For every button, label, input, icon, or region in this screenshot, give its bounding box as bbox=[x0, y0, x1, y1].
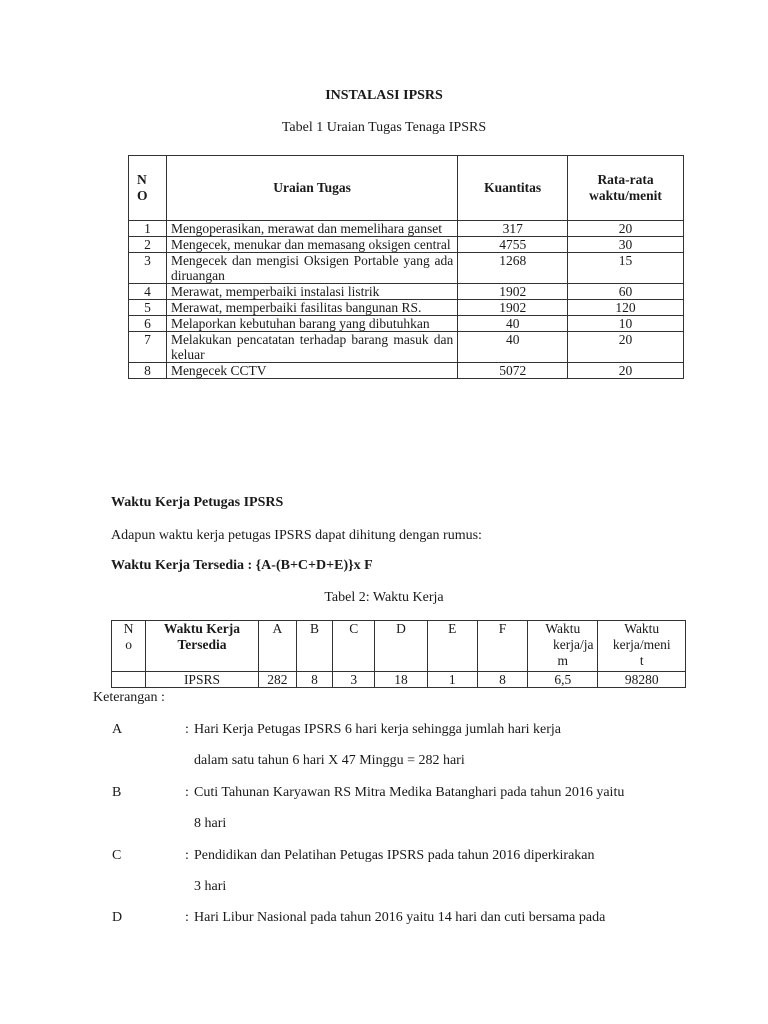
col-uraian-header: Uraian Tugas bbox=[166, 156, 457, 221]
col-wkt-header: Waktu Kerja Tersedia bbox=[146, 621, 259, 672]
col-kuantitas-header: Kuantitas bbox=[458, 156, 568, 221]
col-jam-header: Waktu kerja/ja m bbox=[528, 621, 598, 672]
table-row: 2 Mengecek, menukar dan memasang oksigen central 4755 30 bbox=[129, 237, 684, 253]
col-d-header: D bbox=[375, 621, 427, 672]
col-no-header: N o bbox=[112, 621, 146, 672]
table-header-row bbox=[112, 621, 686, 672]
table-row: 7 Melakukan pencatatan terhadap barang masuk dan keluar 40 20 bbox=[129, 332, 684, 363]
col-menit-header: Waktu kerja/meni t bbox=[598, 621, 686, 672]
table-row: IPSRS 282 8 3 18 1 8 6,5 98280 bbox=[112, 672, 686, 688]
table-row: 1 Mengoperasikan, merawat dan memelihara ganset 317 20 bbox=[129, 221, 684, 237]
task-table bbox=[128, 155, 684, 379]
table-row: 4 Merawat, memperbaiki instalasi listrik 1902 60 bbox=[129, 284, 684, 300]
table-row: 8 Mengecek CCTV 5072 20 bbox=[129, 363, 684, 379]
intro-text: Adapun waktu kerja petugas IPSRS dapat dihitung dengan rumus: bbox=[111, 528, 482, 543]
section-heading: Waktu Kerja Petugas IPSRS bbox=[111, 495, 284, 510]
table-row: 3 Mengecek dan mengisi Oksigen Portable yang ada diruangan 1268 15 bbox=[129, 253, 684, 284]
col-a-header: A bbox=[258, 621, 296, 672]
table-row: 5 Merawat, memperbaiki fasilitas bangunan RS. 1902 120 bbox=[129, 300, 684, 316]
keterangan-label: Keterangan : bbox=[93, 690, 165, 705]
col-rata-header: Rata-rata waktu/menit bbox=[568, 156, 684, 221]
col-c-header: C bbox=[333, 621, 375, 672]
table-header-row bbox=[129, 156, 684, 221]
table-row: 6 Melaporkan kebutuhan barang yang dibutuhkan 40 10 bbox=[129, 316, 684, 332]
col-e-header: E bbox=[427, 621, 477, 672]
table2-caption: Tabel 2: Waktu Kerja bbox=[324, 590, 444, 605]
document-title: INSTALASI IPSRS bbox=[325, 88, 443, 103]
work-time-table bbox=[111, 620, 686, 688]
col-b-header: B bbox=[296, 621, 332, 672]
table1-caption: Tabel 1 Uraian Tugas Tenaga IPSRS bbox=[281, 120, 487, 135]
col-f-header: F bbox=[477, 621, 527, 672]
formula-text: Waktu Kerja Tersedia : {A-(B+C+D+E)}x F bbox=[111, 558, 373, 573]
col-no-header: N O bbox=[129, 156, 167, 221]
